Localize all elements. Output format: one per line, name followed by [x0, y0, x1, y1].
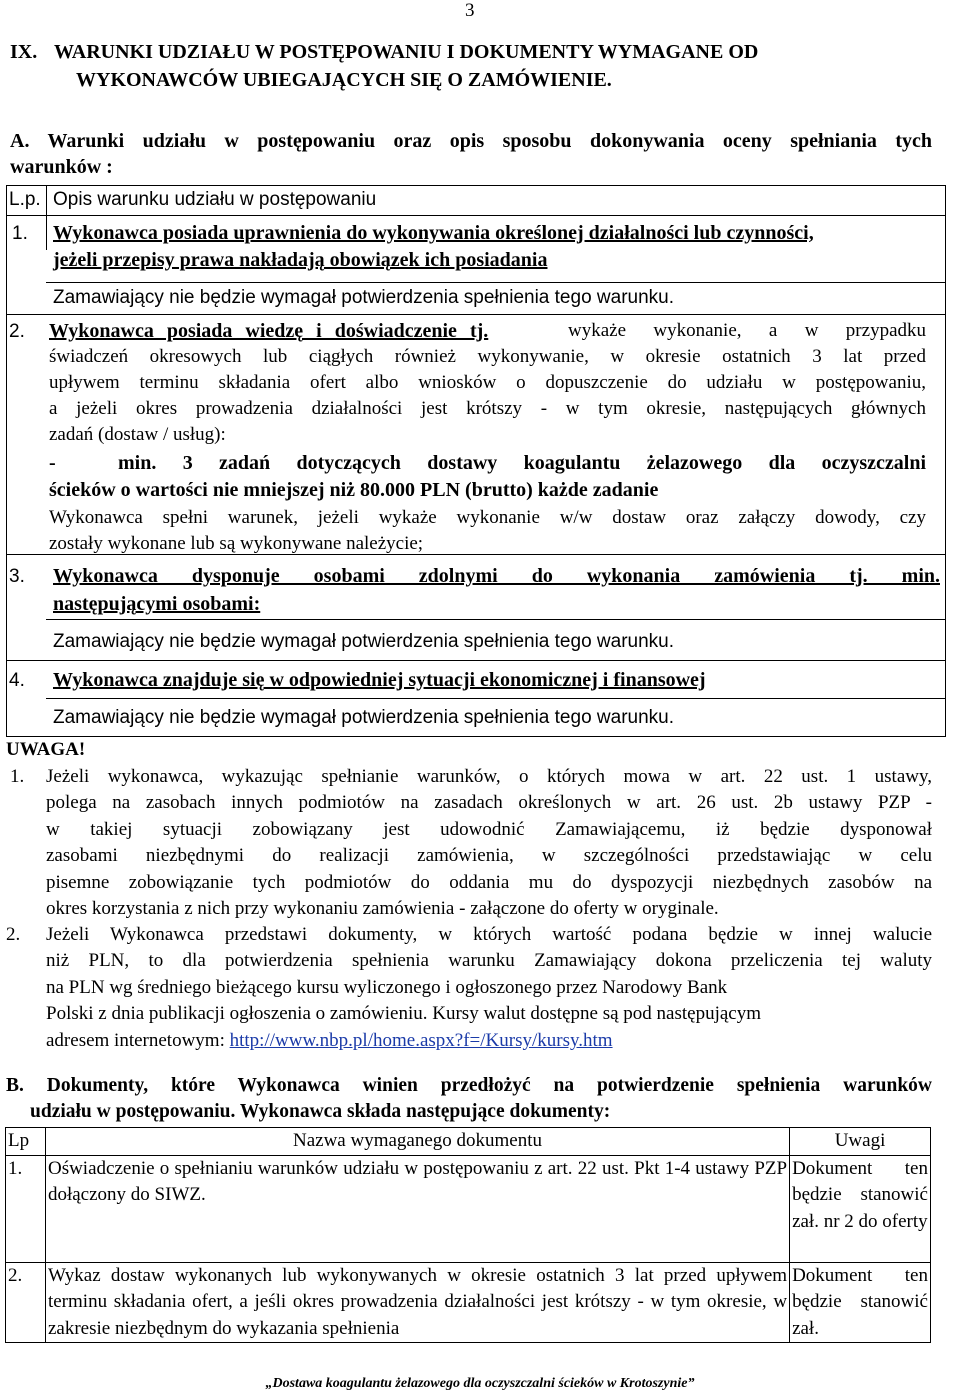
- row3-title-line1: Wykonawca dysponuje osobami zdolnymi do wykonania zamówienia tj. min.: [53, 565, 940, 587]
- row2-body-line1: wykaże wykonanie, a w przypadku: [568, 320, 926, 341]
- nbp-kursy-link[interactable]: http://www.nbp.pl/home.aspx?f=/Kursy/kursy.htm: [229, 1030, 613, 1051]
- row2-title: Wykonawca posiada wiedzę i doświadczenie tj.: [49, 320, 489, 342]
- uwaga-item2-line5: [46, 1028, 613, 1055]
- table-header-lp: L.p.: [9, 189, 41, 210]
- page-number: 3: [465, 0, 475, 21]
- document-lp: 1.: [6, 1155, 46, 1262]
- row2-body-line4: a jeżeli okres prowadzenia działalności jest krótszy - w tym okresie, następujących głównych: [49, 398, 926, 419]
- row2-bullet-line1: min. 3 zadań dotyczących dostawy koagulantu żelazowego dla oczyszczalni: [118, 452, 926, 474]
- table-header-description: Opis warunku udziału w postępowaniu: [53, 189, 377, 210]
- document-notes: Dokument ten będzie stanowić zał. nr 2 do oferty: [790, 1155, 931, 1262]
- row2-number: 2.: [9, 321, 25, 342]
- documents-header-lp: Lp: [6, 1128, 46, 1156]
- section-ix-title-line2: WYKONAWCÓW UBIEGAJĄCYCH SIĘ O ZAMÓWIENIE.: [76, 69, 612, 91]
- uwaga-item2-line4: Polski z dnia publikacji ogłoszenia o zamówieniu. Kursy walut dostępne są pod następującym: [46, 1003, 761, 1024]
- uwaga-item1-line5: pisemne zobowiązanie tych podmiotów do oddania mu do dyspozycji niezbędnych zasobów na: [46, 872, 932, 893]
- page-footer: „Dostawa koagulantu żelazowego dla oczyszczalni ścieków w Krotoszynie”: [265, 1376, 695, 1391]
- documents-table-header-row: [6, 1128, 931, 1156]
- uwaga-item2-prefix: adresem internetowym:: [46, 1030, 230, 1051]
- row3-title-line2: następującymi osobami:: [53, 593, 261, 615]
- section-a-title-line1: A. Warunki udziału w postępowaniu oraz opis sposobu dokonywania oceny spełniania tych: [10, 130, 932, 152]
- row3-number: 3.: [9, 566, 25, 587]
- document-name: Wykaz dostaw wykonanych lub wykonywanych w okresie ostatnich 3 lat przed upływem terminu składania ofert, a jeśli okres prowadzenia działalności jest krótszy - w tym okresie, w zakresie niezbędnym do wykazania spełnienia: [45, 1262, 789, 1343]
- row1-title-line2: jeżeli przepisy prawa nakładają obowiązek ich posiadania: [53, 249, 548, 271]
- row2-bullet-line2: ścieków o wartości nie mniejszej niż 80.000 PLN (brutto) każde zadanie: [49, 479, 659, 501]
- uwaga-item1-line3: w takiej sytuacji zobowiązany jest udowodnić Zamawiającemu, iż będzie dysponował: [46, 819, 932, 840]
- uwaga-item2-line2: niż PLN, to dla potwierdzenia spełnienia warunku Zamawiający dokona przeliczenia tej waluty: [46, 950, 932, 971]
- section-ix-title-line1: WARUNKI UDZIAŁU W POSTĘPOWANIU I DOKUMENTY WYMAGANE OD: [54, 41, 759, 63]
- table-row: [6, 1262, 931, 1343]
- row1-number: 1.: [12, 223, 28, 244]
- row2-bullet-dash: -: [49, 452, 56, 474]
- document-notes: Dokument ten będzie stanowić zał.: [790, 1262, 931, 1343]
- uwaga-item2-line1: Jeżeli Wykonawca przedstawi dokumenty, w których wartość podana będzie w innej walucie: [46, 924, 932, 945]
- row2-body-line5: zadań (dostaw / usług):: [49, 424, 226, 445]
- row3-note: Zamawiający nie będzie wymagał potwierdzenia spełnienia tego warunku.: [53, 631, 675, 652]
- uwaga-item1-line6: okres korzystania z nich przy wykonaniu zamówienia - załączone do oferty w oryginale.: [46, 898, 719, 919]
- document-name: Oświadczenie o spełnianiu warunków udziału w postępowaniu z art. 22 ust. Pkt 1-4 ustawy PZP dołączony do SIWZ.: [45, 1155, 789, 1262]
- row4-title: Wykonawca znajduje się w odpowiedniej sytuacji ekonomicznej i finansowej: [53, 669, 706, 691]
- section-a-title-line2: warunków :: [10, 156, 113, 178]
- section-b-title-line2: udziału w postępowaniu. Wykonawca składa następujące dokumenty:: [30, 1101, 611, 1122]
- section-ix-number: IX.: [10, 41, 38, 63]
- row2-body-line3: upływem terminu składania ofert albo wniosków o dopuszczenie do udziału w postępowaniu,: [49, 372, 926, 393]
- uwaga-item1-number: 1.: [10, 766, 25, 787]
- uwaga-item2-number: 2.: [6, 924, 21, 945]
- row4-note: Zamawiający nie będzie wymagał potwierdzenia spełnienia tego warunku.: [53, 707, 675, 728]
- table-row: [6, 1155, 931, 1262]
- row1-note: Zamawiający nie będzie wymagał potwierdzenia spełnienia tego warunku.: [53, 287, 675, 308]
- uwaga-item1-line2: polega na zasobach innych podmiotów na zasadach określonych w art. 26 ust. 2b ustawy PZP -: [46, 792, 932, 813]
- row2-note-line1: Wykonawca spełni warunek, jeżeli wykaże wykonanie w/w dostaw oraz załączy dowody, czy: [49, 507, 926, 528]
- row2-note-line2: zostały wykonane lub są wykonywane należycie;: [49, 533, 424, 554]
- documents-header-notes: Uwagi: [790, 1128, 931, 1156]
- uwaga-item1-line4: zasobami niezbędnymi do realizacji zamówienia, w szczególności przedstawiając w celu: [46, 845, 932, 866]
- uwaga-item1-line1: Jeżeli wykonawca, wykazując spełnianie warunków, o których mowa w art. 22 ust. 1 ustawy,: [46, 766, 932, 787]
- uwaga-heading: UWAGA!: [6, 739, 86, 760]
- documents-header-name: Nazwa wymaganego dokumentu: [45, 1128, 789, 1156]
- row4-number: 4.: [9, 670, 25, 691]
- documents-table: [5, 1127, 931, 1343]
- section-b-title-line1: B. Dokumenty, które Wykonawca winien przedłożyć na potwierdzenie spełnienia warunków: [6, 1075, 932, 1096]
- document-lp: 2.: [6, 1262, 46, 1343]
- row2-body-line2: świadczeń okresowych lub ciągłych również wykonywanie, w okresie ostatnich 3 lat przed: [49, 346, 926, 367]
- row1-title-line1: Wykonawca posiada uprawnienia do wykonywania określonej działalności lub czynności,: [53, 222, 814, 244]
- uwaga-item2-line3: na PLN wg średniego bieżącego kursu wyliczonego i ogłoszonego przez Narodowy Bank: [46, 977, 728, 998]
